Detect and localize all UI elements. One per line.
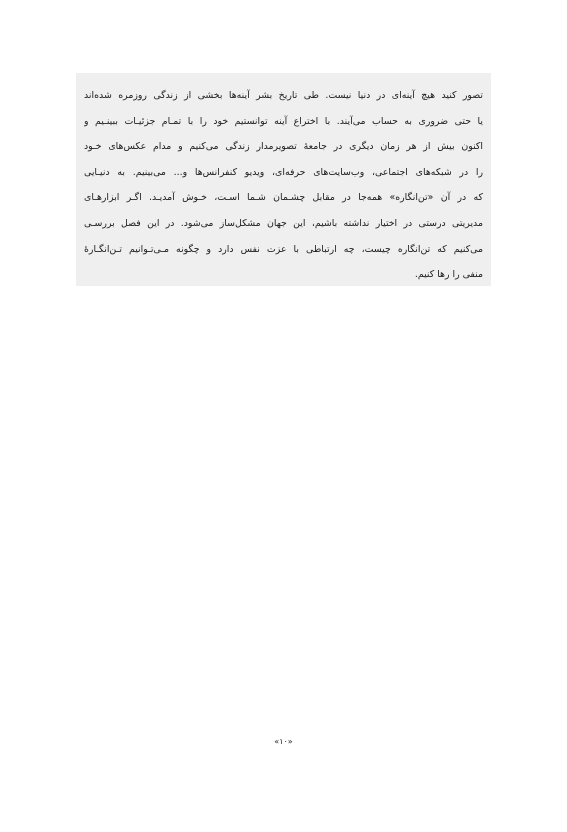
intro-line-4: را در شبکه‌های اجتماعی، وب‌سایت‌های حرفه‌ای، ویدیو کنفرانس‌ها و... می‌بینیم. به دنیـایی (84, 166, 483, 178)
intro-line-8: منفی را رها کنیم. (414, 269, 483, 281)
intro-line-7: می‌کنیم که تن‌انگاره چیست، چه ارتباطی با عزت نفس دارد و چگونه مـی‌تـوانیم تـن‌انگـارهٔ (84, 243, 483, 255)
page-number: «۱۰» (274, 737, 293, 746)
intro-line-2: یا حتی ضروری به حساب می‌آیند. با اختراع آینه توانستیم خود را با تمـام جزئیـات ببینـیم و (84, 115, 483, 127)
intro-line-3: اکنون بیش از هر زمان دیگری در جامعهٔ تصویرمدار زندگی می‌کنیم و مدام عکس‌های خـود (84, 141, 483, 153)
intro-line-6: مدیریتی درستی در اختیار نداشته باشیم، این جهان مشکل‌ساز می‌شود. در این فصل بررسـی (84, 217, 483, 229)
chapter-intro-box (76, 73, 491, 286)
intro-line-1: تصور کنید هیچ آینه‌ای در دنیا نیست. طی تاریخ بشر آینه‌ها بخشی از زندگی روزمره شده‌اند (84, 90, 483, 101)
intro-line-5: که در آن «تن‌انگاره» همه‌جا در مقابل چشـمان شـما اسـت، خـوش آمدیـد. اگـر ابزارهـای (84, 192, 483, 204)
